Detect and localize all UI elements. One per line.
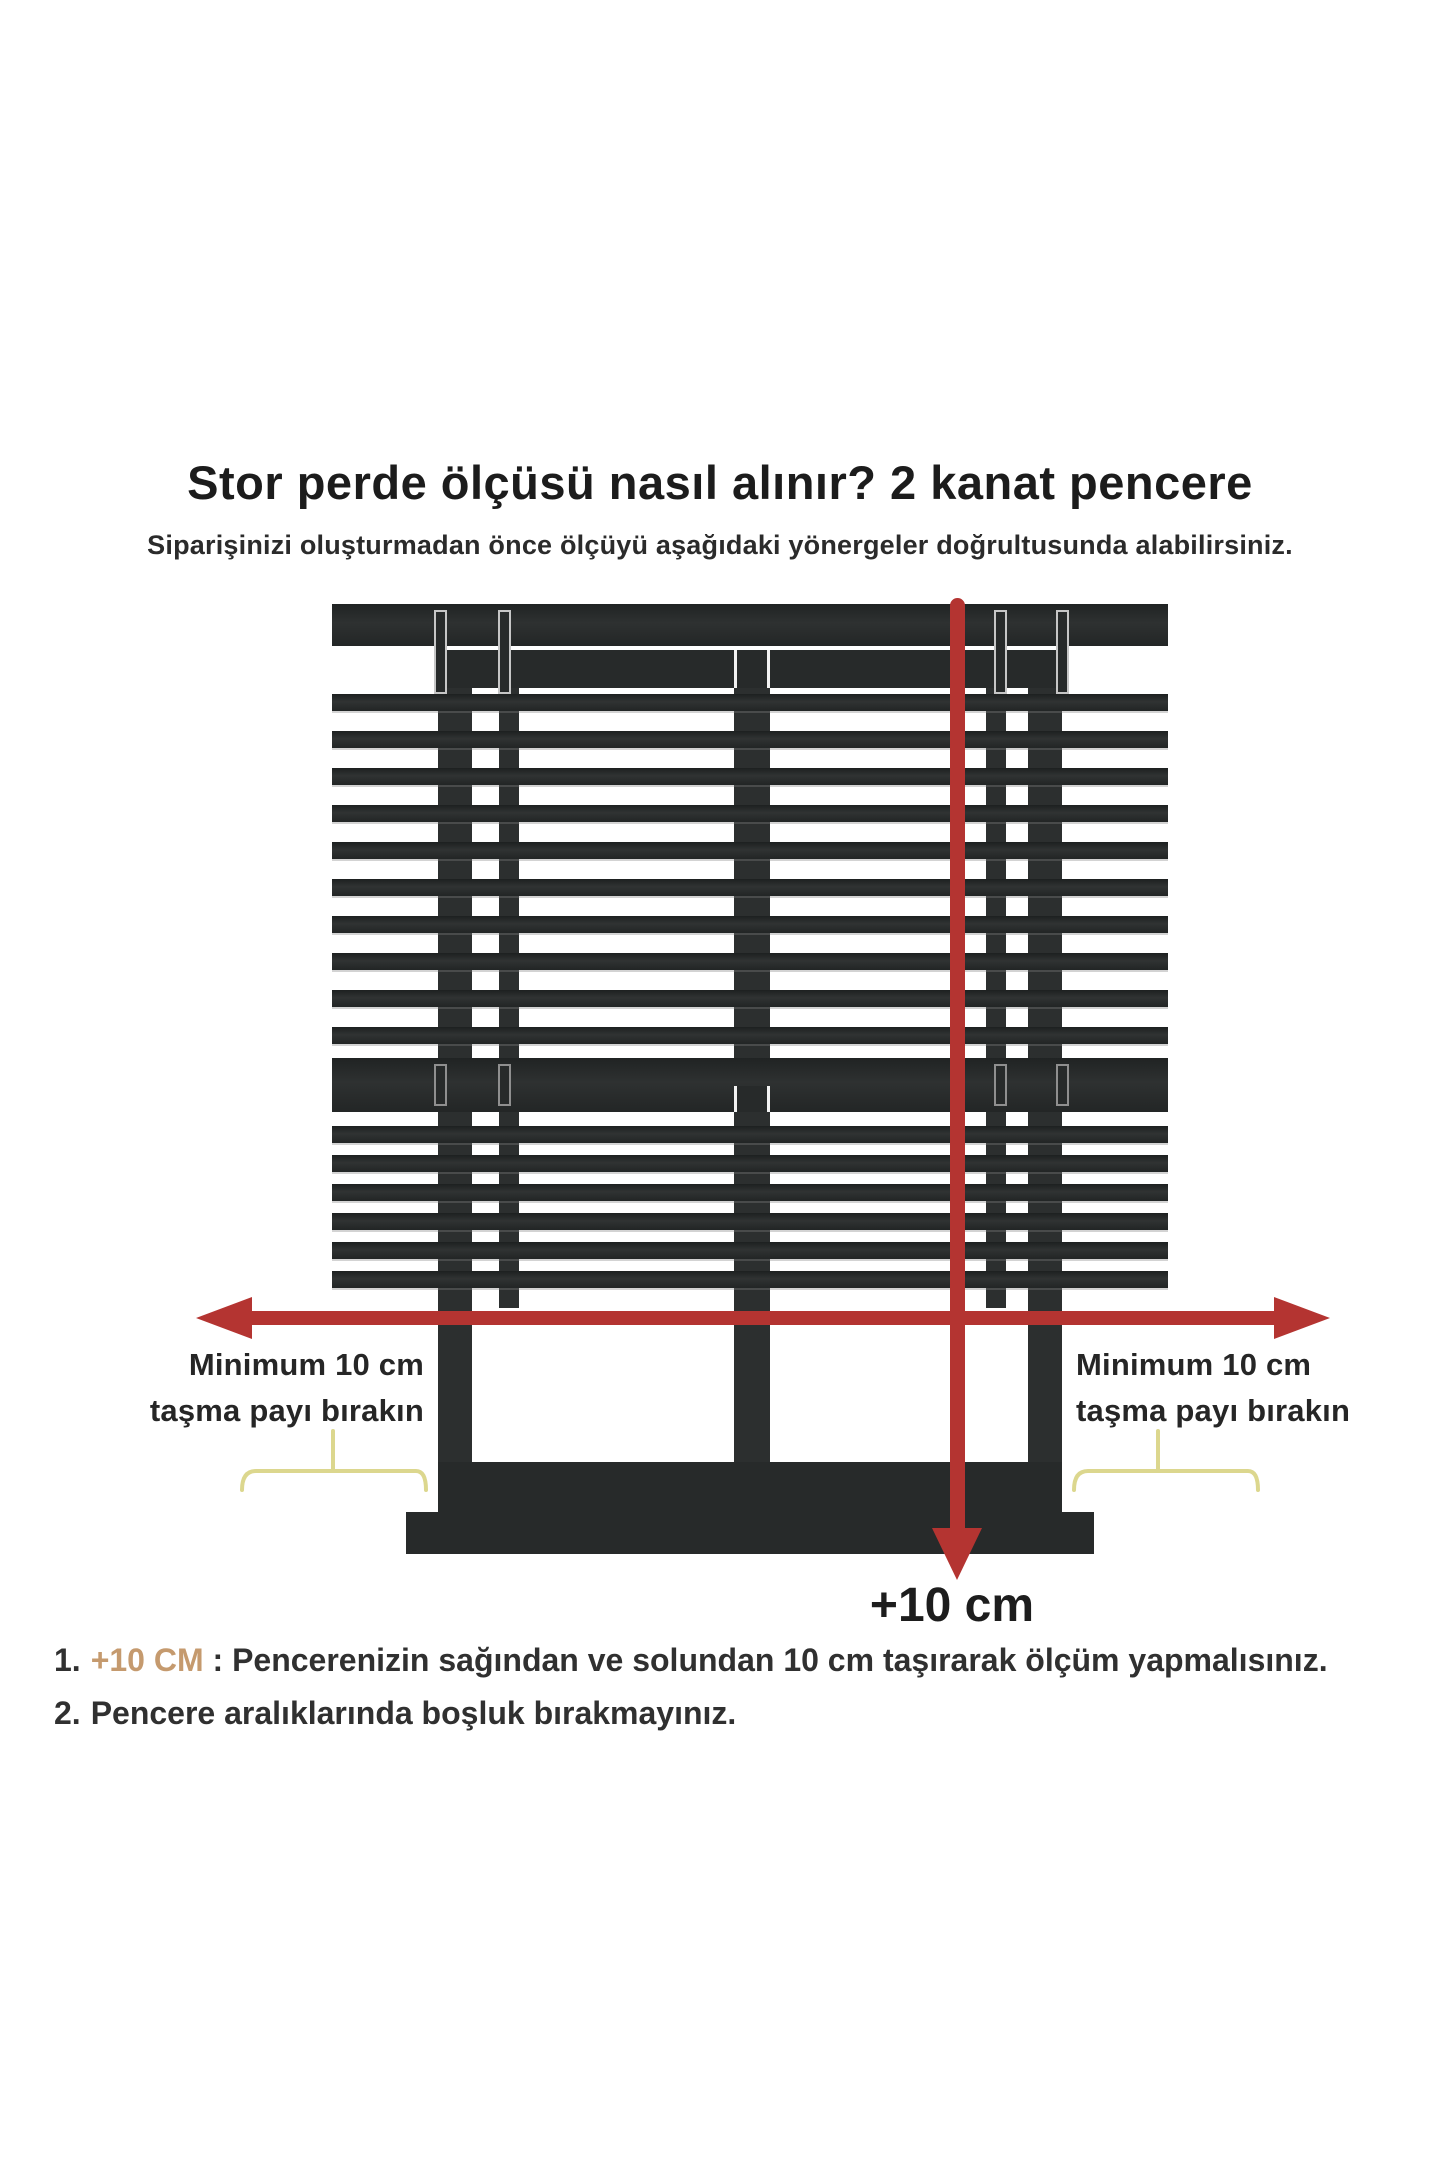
page-title: Stor perde ölçüsü nasıl alınır? 2 kanat pencere [187, 456, 1253, 510]
blind-slat [332, 1271, 1168, 1288]
blind-slat [332, 1213, 1168, 1230]
blind-slat [332, 1155, 1168, 1172]
instruction-item-1 [54, 1634, 1404, 1687]
hanger-tab-mid [498, 1064, 511, 1106]
vertical-measure-arrow [950, 598, 965, 1534]
window-sill [406, 1512, 1094, 1554]
horizontal-measure-arrowhead-right-icon [1274, 1297, 1330, 1339]
hanger-tab [434, 610, 447, 694]
blind-slat [332, 694, 1168, 711]
plus-10-cm-label: +10 cm [869, 1579, 1035, 1632]
instruction-1-number: 1. [54, 1642, 81, 1678]
right-margin-note-line1: Minimum 10 cm [1076, 1347, 1312, 1382]
blind-slat [332, 731, 1168, 748]
instruction-1-text: Pencerenizin sağından ve solundan 10 cm taşırarak ölçüm yapmalısınız. [232, 1642, 1328, 1678]
left-margin-note [104, 1342, 424, 1434]
vertical-measure-arrowhead-icon [932, 1528, 982, 1580]
right-range-bracket-icon [1070, 1426, 1262, 1496]
window-bottom-rail [438, 1462, 1062, 1512]
hanger-tab [994, 610, 1007, 694]
right-margin-note-line2: taşma payı bırakın [1076, 1393, 1351, 1428]
mullion-mid-cap [734, 1086, 770, 1112]
hanger-tab [498, 610, 511, 694]
blind-slat [332, 842, 1168, 859]
instructions-list [54, 1634, 1404, 1740]
window-frame-right-stile [986, 650, 1006, 1308]
hanger-tab [1056, 610, 1069, 694]
left-margin-note-line1: Minimum 10 cm [188, 1347, 424, 1382]
page-subtitle: Siparişinizi oluşturmadan önce ölçüyü aşağıdaki yönergeler doğrultusunda alabilirsiniz. [147, 530, 1293, 560]
blind-slat [332, 916, 1168, 933]
right-margin-note [1076, 1342, 1416, 1434]
left-margin-note-line2: taşma payı bırakın [149, 1393, 424, 1428]
left-range-bracket-icon [238, 1426, 430, 1496]
blind-slat [332, 1027, 1168, 1044]
hanger-tab-mid [994, 1064, 1007, 1106]
hanger-tab-mid [1056, 1064, 1069, 1106]
instruction-item-2 [54, 1687, 1404, 1740]
blind-slat [332, 1184, 1168, 1201]
mullion-top-cap [734, 650, 770, 688]
blind-slat [332, 953, 1168, 970]
instruction-2-text: Pencere aralıklarında boşluk bırakmayınız. [90, 1695, 737, 1731]
blind-headrail [332, 604, 1168, 646]
hanger-tab-mid [434, 1064, 447, 1106]
blind-slat [332, 805, 1168, 822]
instruction-1-highlight: +10 CM [90, 1642, 204, 1678]
blind-slat [332, 1242, 1168, 1259]
instruction-2-number: 2. [54, 1695, 81, 1731]
window-frame-left-stile [499, 650, 519, 1308]
blind-slat [332, 768, 1168, 785]
instruction-1-separator: : [203, 1642, 233, 1678]
blind-slat [332, 1126, 1168, 1143]
horizontal-measure-arrow [250, 1311, 1276, 1325]
blind-slat [332, 990, 1168, 1007]
blind-slat [332, 879, 1168, 896]
horizontal-measure-arrowhead-left-icon [196, 1297, 252, 1339]
